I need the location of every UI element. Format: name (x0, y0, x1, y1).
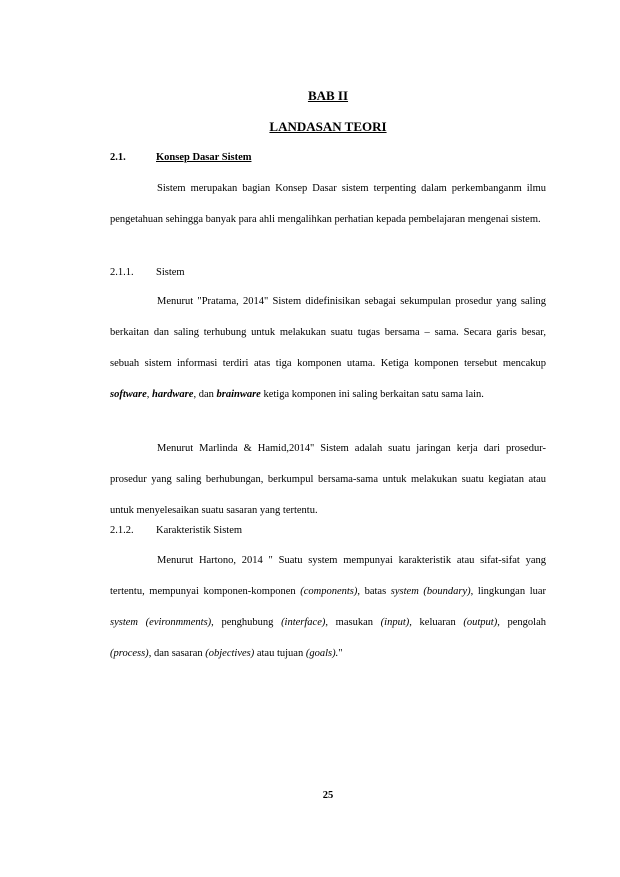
term-brainware: brainware (216, 389, 261, 400)
section-title: Karakteristik Sistem (156, 525, 243, 536)
term: system (evironmments) (110, 617, 212, 628)
text-run: , masukan (325, 617, 381, 628)
term: (goals). (305, 648, 339, 659)
text-run: , dan (193, 389, 217, 400)
term: (interface) (281, 617, 326, 628)
text-run: , lingkungan luar (470, 586, 547, 597)
term-software: software (110, 389, 147, 400)
term: (input) (380, 617, 410, 628)
section-title: Sistem (156, 267, 185, 278)
text-run: Menurut Hartono, 2014 " Suatu system mempunyai karakteristik atau sifat-sifat yang tertentu, mempunyai komponen-komponen (110, 555, 546, 597)
section-number: 2.1. (110, 152, 126, 163)
section-heading-2-1-2 (110, 525, 242, 536)
section-title: Konsep Dasar Sistem (156, 152, 252, 163)
section-heading-2-1-1 (110, 267, 185, 278)
section-heading-2-1 (110, 152, 251, 163)
term: system (boundary) (390, 586, 471, 597)
term-hardware: hardware (152, 389, 194, 400)
term: (objectives) (205, 648, 255, 659)
text-run: , batas (357, 586, 391, 597)
section-number: 2.1.2. (110, 525, 134, 536)
term: (output) (463, 617, 498, 628)
term: (process) (110, 648, 149, 659)
text-run: , keluaran (409, 617, 464, 628)
chapter-title: LANDASAN TEORI (269, 119, 387, 134)
text-run: , (146, 389, 152, 400)
paragraph-marlinda-hamid: Menurut Marlinda & Hamid,2014" Sistem adalah suatu jaringan kerja dari prosedur-prosedur yang saling berhubungan, berkumpul bersama-sama untuk melakukan suatu kegiatan atau untuk menyelesaikan suatu sasaran yang tertentu. (110, 443, 546, 516)
term: (components) (300, 586, 358, 597)
text-run: ketiga komponen ini saling berkaitan satu sama lain. (260, 389, 484, 400)
text-run: , penghubung (211, 617, 282, 628)
text-run: atau tujuan (254, 648, 306, 659)
paragraph-hartono (110, 545, 546, 669)
paragraph-konsep-dasar: Sistem merupakan bagian Konsep Dasar sistem terpenting dalam perkembanganm ilmu pengetahuan sehingga banyak para ahli mengalihkan perhatian kepada pembelajaran mengenai sistem. (110, 183, 546, 225)
page-number: 25 (322, 790, 334, 801)
section-number: 2.1.1. (110, 267, 134, 278)
text-run: Menurut "Pratama, 2014" Sistem didefinisikan sebagai sekumpulan prosedur yang saling berkaitan dan saling terhubung untuk melakukan suatu tugas bersama – sama. Secara garis besar, sebuah sistem informasi terdiri atas tiga komponen utama. Ketiga komponen tersebut mencakup (110, 296, 546, 369)
text-run: " (338, 648, 343, 659)
text-run: , dan sasaran (148, 648, 206, 659)
text-run: , pengolah (497, 617, 546, 628)
chapter-number: BAB II (307, 88, 349, 103)
paragraph-pratama (110, 286, 546, 410)
